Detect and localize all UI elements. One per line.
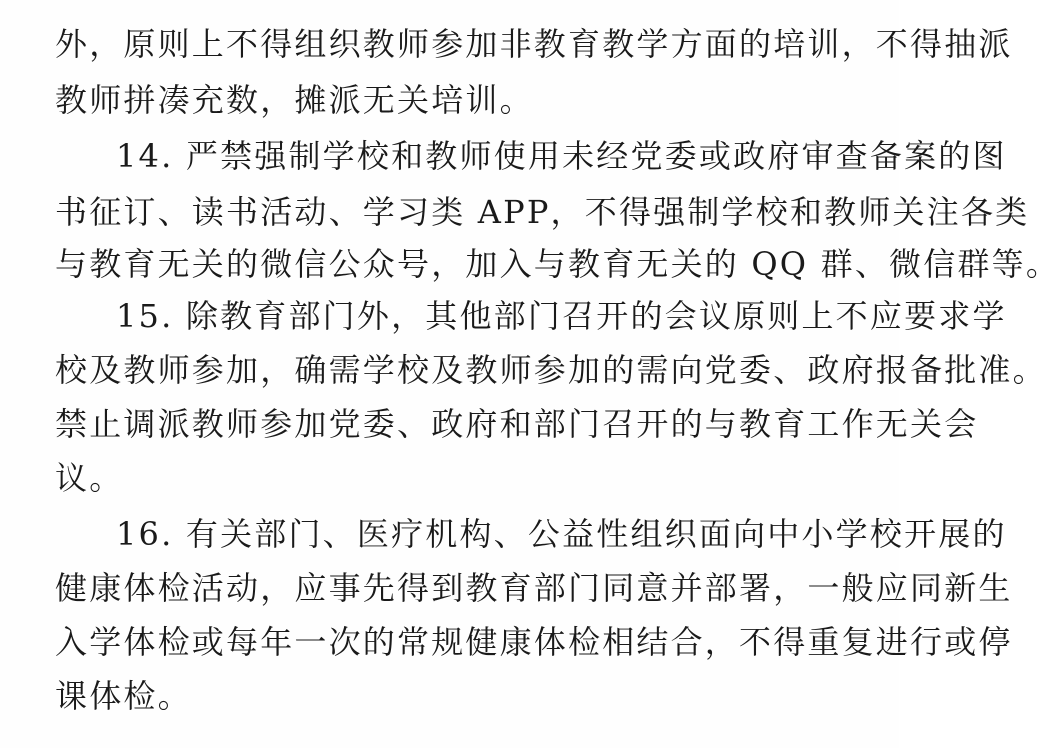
text-line: 校及教师参加，确需学校及教师参加的需向党委、政府报备批准。 — [55, 351, 1047, 389]
text-line: 课体检。 — [55, 677, 192, 715]
text-line: 与教育无关的微信公众号，加入与教育无关的 QQ 群、微信群等。 — [55, 245, 1060, 283]
text-line: 入学体检或每年一次的常规健康体检相结合，不得重复进行或停 — [55, 623, 1013, 661]
text-line: 教师拼凑充数，摊派无关培训。 — [55, 81, 534, 119]
paragraph-15-first-line: 15. 除教育部门外，其他部门召开的会议原则上不应要求学 — [116, 297, 1007, 335]
text-line: 外，原则上不得组织教师参加非教育教学方面的培训，不得抽派 — [55, 25, 1013, 63]
paragraph-16-first-line: 16. 有关部门、医疗机构、公益性组织面向中小学校开展的 — [116, 515, 1007, 553]
text-line: 议。 — [55, 459, 124, 497]
text-line: 书征订、读书活动、学习类 APP，不得强制学校和教师关注各类 — [55, 193, 1030, 231]
text-line: 健康体检活动，应事先得到教育部门同意并部署，一般应同新生 — [55, 569, 1013, 607]
text-line: 禁止调派教师参加党委、政府和部门召开的与教育工作无关会 — [55, 405, 979, 443]
paragraph-14-first-line: 14. 严禁强制学校和教师使用未经党委或政府审查备案的图 — [116, 137, 1007, 175]
